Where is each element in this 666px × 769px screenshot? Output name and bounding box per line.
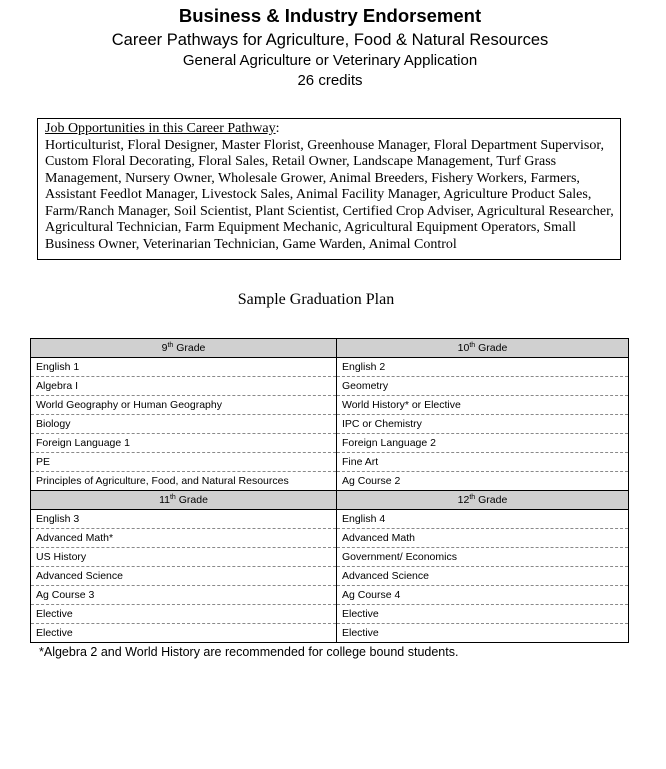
grade-10-course: Geometry — [337, 377, 629, 396]
graduation-plan-title: Sample Graduation Plan — [237, 291, 395, 308]
job-opportunities-heading: Job Opportunities in this Career Pathway — [45, 121, 276, 136]
job-opportunities-colon: : — [275, 121, 280, 136]
graduation-plan-table — [30, 338, 629, 643]
page-title: Business & Industry Endorsement — [178, 5, 482, 26]
grade-9-course: World Geography or Human Geography — [31, 396, 337, 415]
table-row — [31, 548, 629, 567]
grade-10-course: World History* or Elective — [337, 396, 629, 415]
grade-12-course: Ag Course 4 — [337, 586, 629, 605]
table-row — [31, 605, 629, 624]
grade-10-course: Ag Course 2 — [337, 472, 629, 491]
grade-10-course: Fine Art — [337, 453, 629, 472]
table-row — [31, 434, 629, 453]
grade-9-course: Algebra I — [31, 377, 337, 396]
grade-10-course: IPC or Chemistry — [337, 415, 629, 434]
table-row — [31, 415, 629, 434]
table-row — [31, 510, 629, 529]
table-row — [31, 358, 629, 377]
grade-9-course: English 1 — [31, 358, 337, 377]
table-row — [31, 377, 629, 396]
grade-12-course: Advanced Math — [337, 529, 629, 548]
grade-10-header: 10th Grade — [337, 339, 629, 358]
grade-10-course: English 2 — [337, 358, 629, 377]
grade-11-course: English 3 — [31, 510, 337, 529]
grade-12-course: English 4 — [337, 510, 629, 529]
credits-label: 26 credits — [297, 72, 363, 89]
career-pathway-subtitle: Career Pathways for Agriculture, Food & Natural Resources — [111, 31, 549, 49]
grade-9-course: Foreign Language 1 — [31, 434, 337, 453]
grade-11-course: Elective — [31, 624, 337, 643]
grade-10-course: Foreign Language 2 — [337, 434, 629, 453]
grade-9-course: PE — [31, 453, 337, 472]
footnote: *Algebra 2 and World History are recommended for college bound students. — [39, 645, 459, 659]
grade-12-course: Government/ Economics — [337, 548, 629, 567]
grade-11-course: Elective — [31, 605, 337, 624]
page-header — [0, 4, 660, 91]
application-subtitle: General Agriculture or Veterinary Application — [182, 52, 478, 69]
grade-12-course: Elective — [337, 624, 629, 643]
grade-11-course: Ag Course 3 — [31, 586, 337, 605]
grade-9-course: Principles of Agriculture, Food, and Natural Resources — [31, 472, 337, 491]
table-row — [31, 586, 629, 605]
grade-12-header: 12th Grade — [337, 491, 629, 510]
table-row — [31, 396, 629, 415]
table-row — [31, 472, 629, 491]
grade-11-course: US History — [31, 548, 337, 567]
table-row — [31, 529, 629, 548]
grade-12-course: Advanced Science — [337, 567, 629, 586]
grade-12-course: Elective — [337, 605, 629, 624]
job-opportunities-list: Horticulturist, Floral Designer, Master Florist, Greenhouse Manager, Floral Department Supervisor, Custom Floral Decorating, Floral Sales, Retail Owner, Landscape Management, Turf Grass Management, Nursery Owner, Wholesale Grower, Animal Breeders, Fishery Workers, Farmers, Assistant Feedlot Manager, Livestock Sales, Animal Facility Manager, Agriculture Product Sales, Farm/Ranch Manager, Soil Scientist, Plant Scientist, Certified Crop Adviser, Agricultural Researcher, Agricultural Technician, Farm Equipment Mechanic, Agricultural Equipment Operators, Small Business Owner, Veterinarian Technician, Game Warden, Animal Control — [45, 137, 614, 252]
grade-11-course: Advanced Math* — [31, 529, 337, 548]
grade-11-header: 11th Grade — [31, 491, 337, 510]
grade-11-course: Advanced Science — [31, 567, 337, 586]
grade-9-course: Biology — [31, 415, 337, 434]
job-opportunities-box — [37, 118, 621, 260]
table-row — [31, 567, 629, 586]
grade-9-header: 9th Grade — [31, 339, 337, 358]
table-row — [31, 453, 629, 472]
grade-header-row — [31, 339, 629, 358]
table-row — [31, 624, 629, 643]
grade-header-row — [31, 491, 629, 510]
